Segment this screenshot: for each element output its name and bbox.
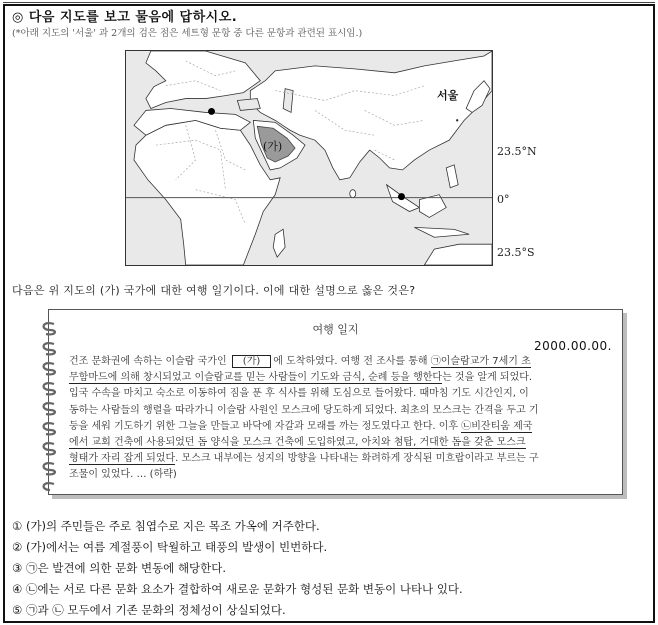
diary-line: 형태가 자리 잡게 되었다. 모스크 내부에는 성지의 방향을 나타내는 화려하게 장식된 미흐랍이라고 부르는 구 bbox=[69, 453, 539, 465]
latitude-23-5-s: 23.5°S bbox=[497, 246, 535, 259]
world-map bbox=[125, 50, 493, 266]
answer-choices bbox=[12, 516, 463, 621]
map-label-seoul: 서울 bbox=[437, 89, 459, 102]
diary-line: 둥을 세워 기도하기 위한 그늘을 만들고 바닥에 자갈과 모래를 까는 정도였다고 한다. 이후 ㉡비잔티움 제국 bbox=[69, 420, 533, 432]
diary-line: 무함마드에 의해 창시되었고 이슬람교를 믿는 사람들이 기도와 금식, 순례 등을 행한다는 것을 알게 되었다. bbox=[69, 372, 533, 384]
latitude-23-5-n: 23.5°N bbox=[497, 145, 537, 158]
country-box: (가) bbox=[232, 355, 271, 368]
question-note: (*아래 지도의 '서울' 과 2개의 검은 점은 세트형 문항 중 다른 문항과 관련된 표시임.) bbox=[12, 28, 363, 39]
underline-a: 무함마드에 의해 창시되었고 이슬람교를 믿는 사람들이 기도와 금식, 순례 등을 행한다 bbox=[69, 372, 443, 384]
notebook-spiral bbox=[38, 318, 62, 494]
diary-line: 동하는 사람들의 행렬을 따라가니 이슬람 사원인 모스크에 당도하게 되었다. 최초의 모스크는 간격을 두고 기 bbox=[69, 404, 539, 416]
underline-b: 에서 교회 건축에 사용되었던 돔 양식을 모스크 건축에 도입하였고, 아치와 첨탑, 거대한 돔을 갖춘 모스크 bbox=[69, 436, 526, 448]
map-graphic bbox=[126, 51, 492, 265]
question-instruction: ◎ 다음 지도를 보고 물음에 답하시오. bbox=[12, 10, 238, 25]
diary-line: 입국 수속을 마치고 숙소로 이동하여 짐을 푼 후 식사를 위해 도심으로 들어왔다. 때마침 기도 시간인지, 이 bbox=[69, 388, 529, 400]
underline-b: ㉡비잔티움 제국 bbox=[461, 420, 533, 432]
diary-line: 조물이 있었다. … (하략) bbox=[69, 469, 177, 481]
latitude-equator: 0° bbox=[497, 193, 510, 206]
map-label-ga: (가) bbox=[263, 140, 283, 153]
choice-4[interactable]: ④ ㉡에는 서로 다른 문화 요소가 결합하여 새로운 문화가 형성된 문화 변동이 나타나 있다. bbox=[12, 582, 463, 596]
question-stem: 다음은 위 지도의 (가) 국가에 대한 여행 일기이다. 이에 대한 설명으로 옳은 것은? bbox=[12, 284, 416, 297]
diary-line bbox=[69, 435, 609, 451]
underline-a: ㉠이슬람교가 7세기 초 bbox=[430, 356, 531, 367]
diary-title: 여행 일지 bbox=[312, 323, 359, 336]
choice-5[interactable]: ⑤ ㉠과 ㉡ 모두에서 기존 문화의 정체성이 상실되었다. bbox=[12, 603, 286, 617]
diary-line: 건조 문화권에 속하는 이슬람 국가인 (가) 에 도착하였다. 여행 전 조사를 통해 ㉠이슬람교가 7세기 초 bbox=[69, 356, 531, 367]
diary-body bbox=[69, 354, 609, 484]
top-rule bbox=[3, 0, 655, 3]
choice-2[interactable]: ② (가)에서는 여름 계절풍이 탁월하고 태풍의 발생이 빈번하다. bbox=[12, 540, 328, 554]
spiral-rings-icon bbox=[38, 318, 62, 494]
underline-b: 형태가 자리 잡게 되었다 bbox=[69, 453, 176, 465]
travel-diary bbox=[48, 309, 623, 495]
choice-1[interactable]: ① (가)의 주민들은 주로 침엽수로 지은 목조 가옥에 거주한다. bbox=[12, 519, 320, 533]
diary-date: 2000.00.00. bbox=[533, 339, 612, 353]
choice-3[interactable]: ③ ㉠은 발견에 의한 문화 변동에 해당한다. bbox=[12, 561, 227, 575]
